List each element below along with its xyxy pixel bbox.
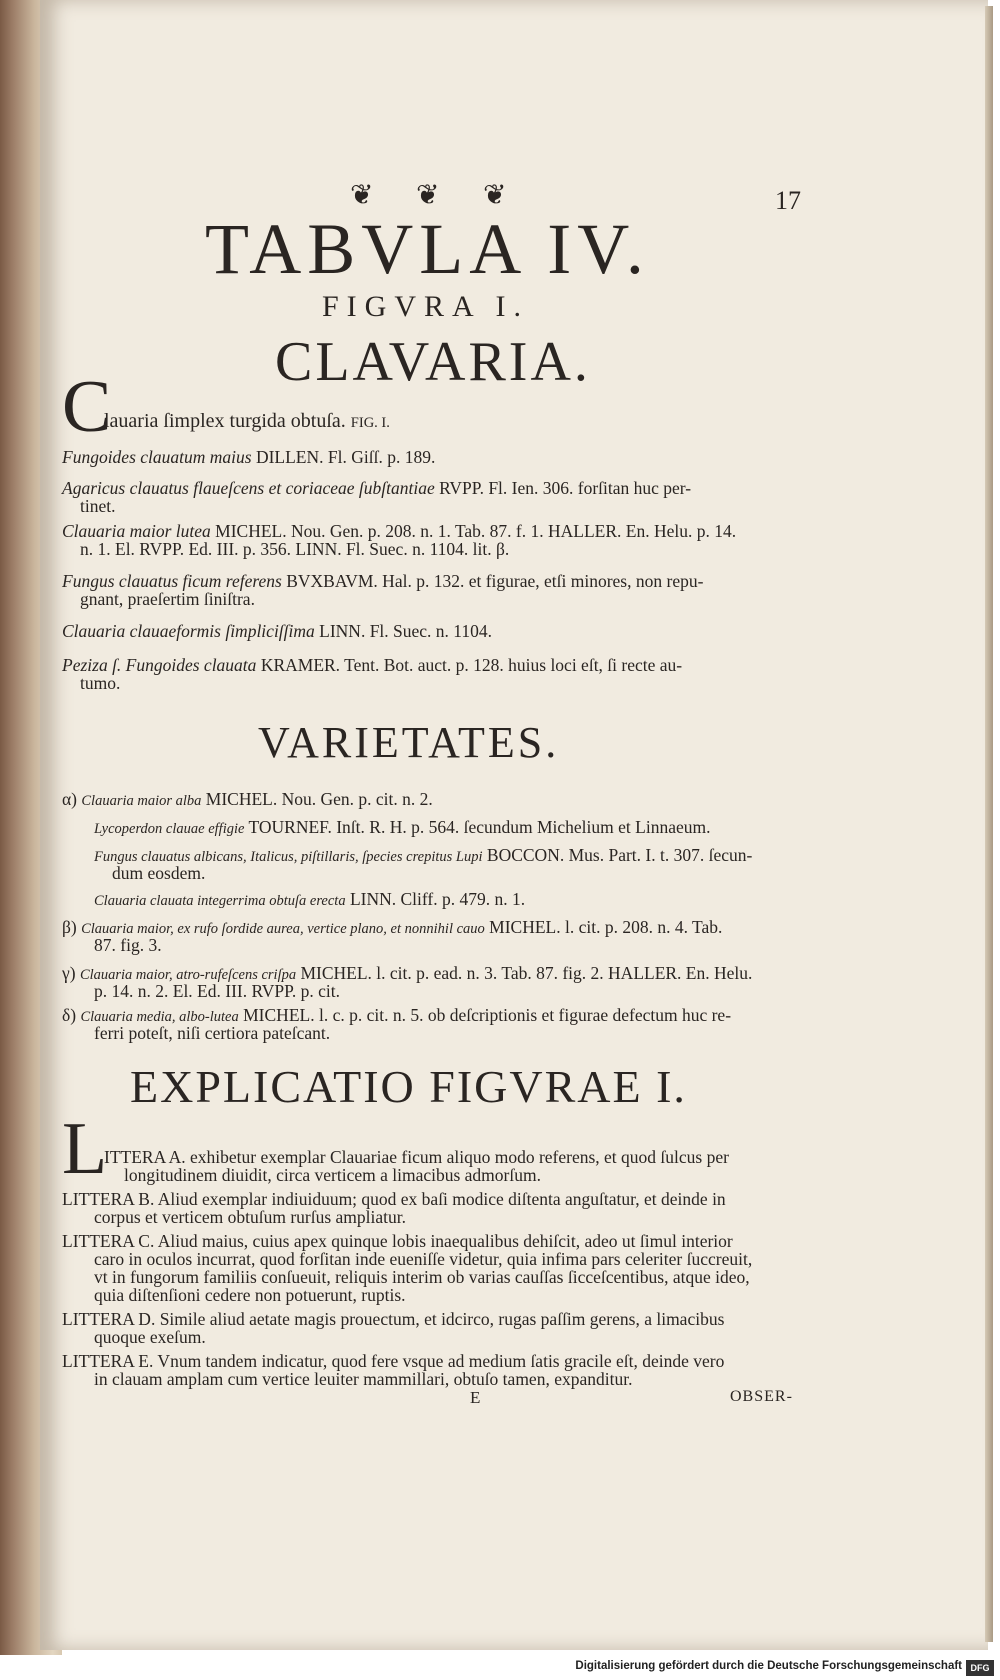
variety-line <box>62 918 802 938</box>
page-edge <box>985 6 993 1642</box>
dfg-logo: DFG <box>966 1660 994 1676</box>
variety-ref: TOURNEF. Inſt. R. H. p. 564. ſecundum Michelium et Linnaeum. <box>248 817 711 837</box>
variety-line <box>94 818 834 838</box>
variety-name: Clauaria media, albo-lutea <box>80 1009 239 1025</box>
variety-name: Clauaria maior alba <box>81 793 202 809</box>
ornament-right: ❦ <box>483 180 507 211</box>
littera-a-line2: longitudinem diuidit, circa verticem a limacibus admorſum. <box>124 1165 541 1185</box>
variety-line <box>94 890 834 910</box>
littera-e-line1: LITTERA E. Vnum tandem indicatur, quod fere vsque ad medium ſatis gracile eſt, deinde vero <box>62 1351 725 1371</box>
ornament-center: ❦ <box>416 180 440 211</box>
variety-ref: LINN. Cliff. p. 479. n. 1. <box>349 889 526 909</box>
fig-tag: FIG. I. <box>350 415 390 431</box>
littera-c-line1: LITTERA C. Aliud maius, cuius apex quinque lobis inaequalibus dehiſcit, adeo ut ſimul interior <box>62 1231 733 1251</box>
variety-continuation: ferri poteſt, niſi certiora pateſcant. <box>94 1023 331 1043</box>
synonym-name: Peziza ſ. Fungoides clauata <box>62 655 257 675</box>
variety-ref: BOCCON. Mus. Part. I. t. 307. ſecun- <box>486 845 753 865</box>
catchword: OBSER- <box>730 1388 793 1405</box>
synonym-continuation: n. 1. El. RVPP. Ed. III. p. 356. LINN. Fl. Suec. n. 1104. lit. β. <box>80 539 510 559</box>
littera-c-line3: vt in fungorum familiis conſueuit, reliquis interim ob varias cauſſas ſicceſcentibus, atque ideo, <box>94 1267 750 1287</box>
figure-label: FIGVRA I. <box>322 290 530 323</box>
variety-continuation: p. 14. n. 2. El. Ed. III. RVPP. p. cit. <box>94 981 341 1001</box>
synonym-ref: DILLEN. Fl. Giſſ. p. 189. <box>255 447 436 467</box>
synonym-main-text: lauaria ſimplex turgida obtuſa. <box>104 410 346 432</box>
drop-cap-c: C <box>62 366 112 448</box>
drop-cap-l: L <box>62 1108 108 1190</box>
littera-d-line2: quoque exeſum. <box>94 1327 206 1347</box>
littera-c-line4: quia diſtenſioni cedere non potuerunt, ruptis. <box>94 1285 406 1305</box>
synonym-continuation: tumo. <box>80 673 121 693</box>
varietates-heading: VARIETATES. <box>258 718 560 767</box>
littera-a-line1: ITTERA A. exhibetur exemplar Clauariae ficum aliquo modo referens, et quod ſulcus per <box>104 1147 729 1167</box>
signature-mark: E <box>470 1388 481 1407</box>
variety-line <box>94 846 834 866</box>
synonym-continuation: gnant, praeſertim ſiniſtra. <box>80 589 255 609</box>
genus-heading: CLAVARIA. <box>275 331 591 393</box>
digitization-footer <box>0 1658 1000 1680</box>
synonym-line <box>62 656 802 674</box>
variety-continuation: 87. fig. 3. <box>94 935 162 955</box>
plate-title: TABVLA IV. <box>205 209 650 289</box>
variety-ref: MICHEL. l. cit. p. 208. n. 4. Tab. <box>489 917 723 937</box>
synonym-ref: KRAMER. Tent. Bot. auct. p. 128. huius loci eſt, ſi recte au- <box>260 655 683 675</box>
variety-name: Clauaria maior, atro-rufeſcens criſpa <box>79 967 297 983</box>
synonym-ref: BVXBAVM. Hal. p. 132. et figurae, etſi minores, non repu- <box>286 571 704 591</box>
synonym-name: Clauaria clauaeformis ſimpliciſſima <box>62 621 315 641</box>
variety-line <box>62 790 802 810</box>
littera-b-line1: LITTERA B. Aliud exemplar indiuiduum; quod ex baſi modice diſtenta anguſtatur, et deinde in <box>62 1189 726 1209</box>
variety-name: Lycoperdon clauae effigie <box>94 821 245 837</box>
variety-ref: MICHEL. l. c. p. cit. n. 5. ob deſcriptionis et figurae defectum huc re- <box>243 1005 732 1025</box>
variety-marker: δ) <box>62 1005 77 1025</box>
page-number: 17 <box>775 186 801 215</box>
synonym-name: Clauaria maior lutea <box>62 521 211 541</box>
synonym-continuation: tinet. <box>80 496 116 516</box>
variety-name: Fungus clauatus albicans, Italicus, piſtillaris, ſpecies crepitus Lupi <box>94 849 483 865</box>
synonym-name: Fungoides clauatum maius <box>62 447 252 467</box>
variety-marker: β) <box>62 917 77 937</box>
synonym-main <box>104 412 844 432</box>
variety-name: Clauaria clauata integerrima obtuſa erecta <box>94 893 346 909</box>
synonym-ref: MICHEL. Nou. Gen. p. 208. n. 1. Tab. 87. f. 1. HALLER. En. Helu. p. 14. <box>215 521 737 541</box>
variety-name: Clauaria maior, ex rufo ſordide aurea, vertice plano, et nonnihil cauo <box>81 921 485 937</box>
synonym-ref: RVPP. Fl. Ien. 306. forſitan huc per- <box>439 478 692 498</box>
littera-d-line1: LITTERA D. Simile aliud aetate magis prouectum, et idcirco, rugas paſſim gerens, a limacibus <box>62 1309 725 1329</box>
variety-ref: MICHEL. l. cit. p. ead. n. 3. Tab. 87. fig. 2. HALLER. En. Helu. <box>300 963 753 983</box>
variety-marker: α) <box>62 789 77 809</box>
synonym-ref: LINN. Fl. Suec. n. 1104. <box>319 621 493 641</box>
littera-e-line2: in clauam amplam cum vertice leuiter mammillari, obtuſo tamen, expanditur. <box>94 1369 633 1389</box>
synonym-line <box>62 448 802 466</box>
explicatio-heading: EXPLICATIO FIGVRAE I. <box>130 1061 687 1112</box>
littera-c-line2: caro in oculos incurrat, quod forſitan inde eueniſſe videtur, quia infima pars celeriter ſuccreuit, <box>94 1249 753 1269</box>
synonym-line <box>62 572 802 590</box>
digitization-credit: Digitalisierung gefördert durch die Deutsche Forschungsgemeinschaft <box>575 1660 962 1672</box>
variety-continuation: dum eosdem. <box>112 863 206 883</box>
synonym-line <box>62 479 802 497</box>
synonym-line <box>62 522 802 540</box>
variety-marker: γ) <box>62 963 76 983</box>
littera-b-line2: corpus et verticem obtuſum rurſus ampliatur. <box>94 1207 407 1227</box>
synonym-name: Agaricus clauatus flaueſcens et coriaceae ſubſtantiae <box>62 478 435 498</box>
variety-ref: MICHEL. Nou. Gen. p. cit. n. 2. <box>205 789 433 809</box>
ornament-left: ❦ <box>350 180 374 211</box>
synonym-line <box>62 622 802 640</box>
synonym-name: Fungus clauatus ficum referens <box>62 571 282 591</box>
